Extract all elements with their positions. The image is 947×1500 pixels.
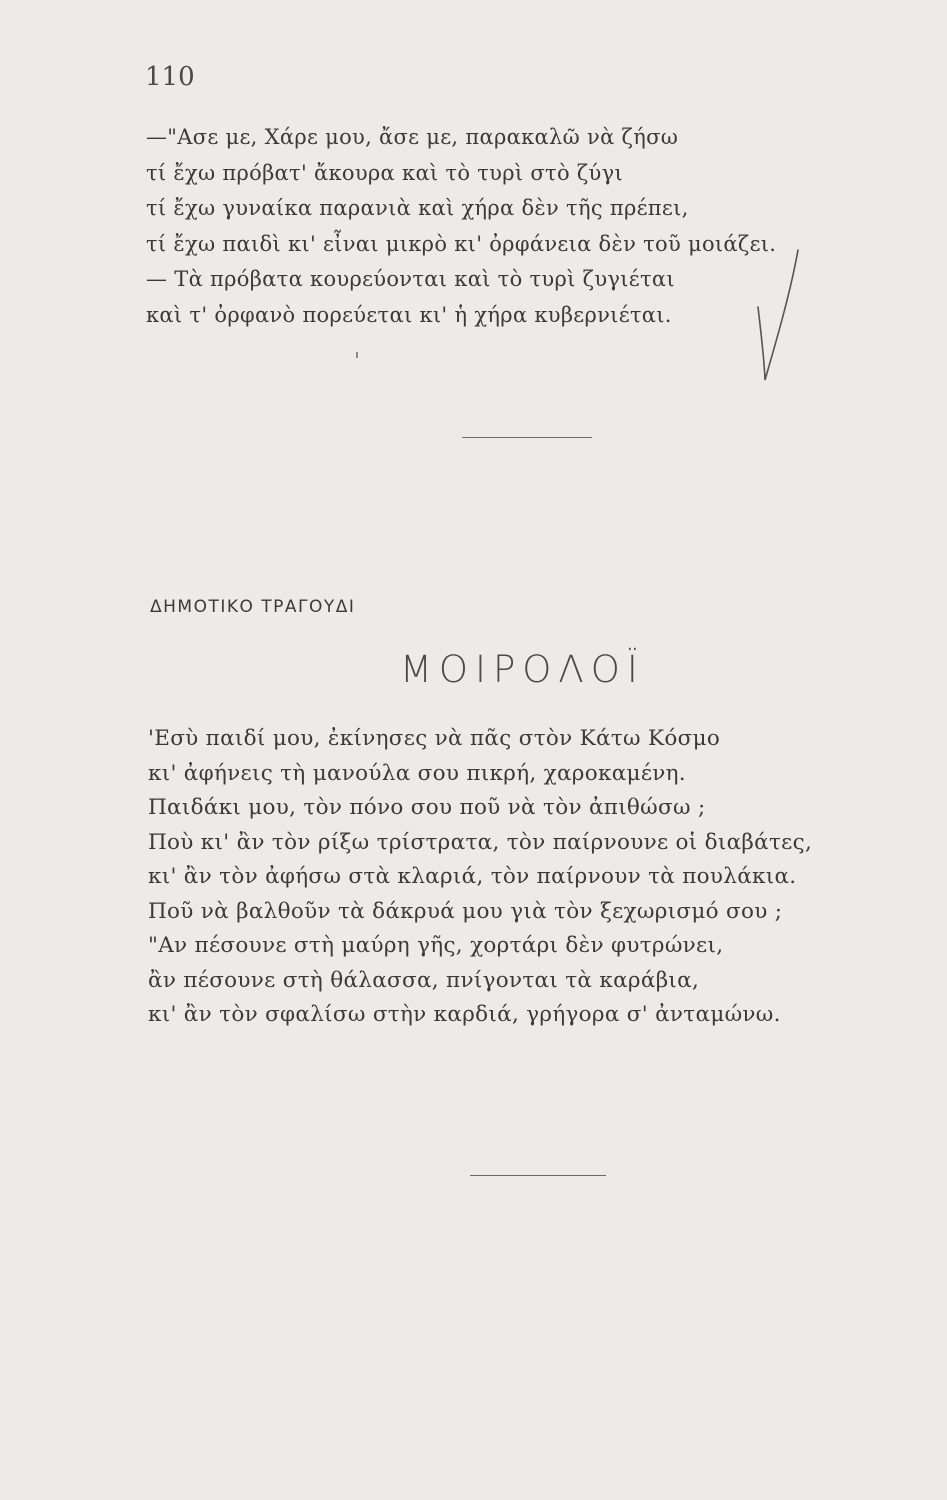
lament-line: ἂν πέσουνε στὴ θάλασσα, πνίγονται τὰ καράβια, (148, 967, 700, 993)
lament-line: κι' ἂν τὸν σφαλίσω στὴν καρδιά, γρήγορα σ' ἀνταμώνω. (148, 1002, 781, 1027)
ink-speck (356, 352, 358, 358)
page-number: 110 (145, 62, 195, 92)
section-label: ΔΗΜΟΤΙΚΟ ΤΡΑΓΟΥΔΙ (150, 597, 356, 617)
lament-line: 'Εσὺ παιδί μου, ἐκίνησες νὰ πᾶς στὸν Κάτω Κόσμο (148, 726, 721, 751)
handwritten-check-mark (730, 245, 810, 385)
verse-line: τί ἔχω γυναίκα παρανιὰ καὶ χήρα δὲν τῆς πρέπει, (146, 196, 689, 220)
lament-verse (148, 722, 908, 1033)
verse-line: καὶ τ' ὀρφανὸ πορεύεται κι' ἡ χήρα κυβερνιέται. (146, 302, 672, 327)
section-title: ΜΟΙΡΟΛΟΪ (400, 648, 645, 691)
lament-line: Παιδάκι μου, τὸν πόνο σου ποῦ νὰ τὸν ἀπιθώσω ; (148, 795, 706, 820)
verse-line: τί ἔχω πρόβατ' ἄκουρα καὶ τὸ τυρὶ στὸ ζύγι (146, 160, 624, 185)
lament-line: Ποῦ νὰ βαλθοῦν τὰ δάκρυά μου γιὰ τὸν ξεχωρισμό σου ; (148, 898, 783, 924)
lament-line: Ποὺ κι' ἂν τὸν ρίξω τρίστρατα, τὸν παίρνουνε οἱ διαβάτες, (148, 829, 813, 855)
section-divider (462, 437, 592, 438)
verse-line: — Τὰ πρόβατα κουρεύονται καὶ τὸ τυρὶ ζυγιέται (146, 267, 675, 291)
verse-line: —"Ασε με, Χάρε μου, ἄσε με, παρακαλῶ νὰ ζήσω (146, 125, 679, 149)
lament-line: "Αν πέσουνε στὴ μαύρη γῆς, χορτάρι δὲν φυτρώνει, (148, 933, 724, 958)
lament-line: κι' ἂν τὸν ἀφήσω στὰ κλαριά, τὸν παίρνουν τὰ πουλάκια. (148, 864, 797, 889)
verse-line: τί ἔχω παιδὶ κι' εἶναι μικρὸ κι' ὀρφάνεια δὲν τοῦ μοιάζει. (146, 231, 777, 256)
lament-line: κι' ἀφήνεις τὴ μανούλα σου πικρή, χαροκαμένη. (148, 760, 686, 786)
end-divider (470, 1175, 606, 1176)
